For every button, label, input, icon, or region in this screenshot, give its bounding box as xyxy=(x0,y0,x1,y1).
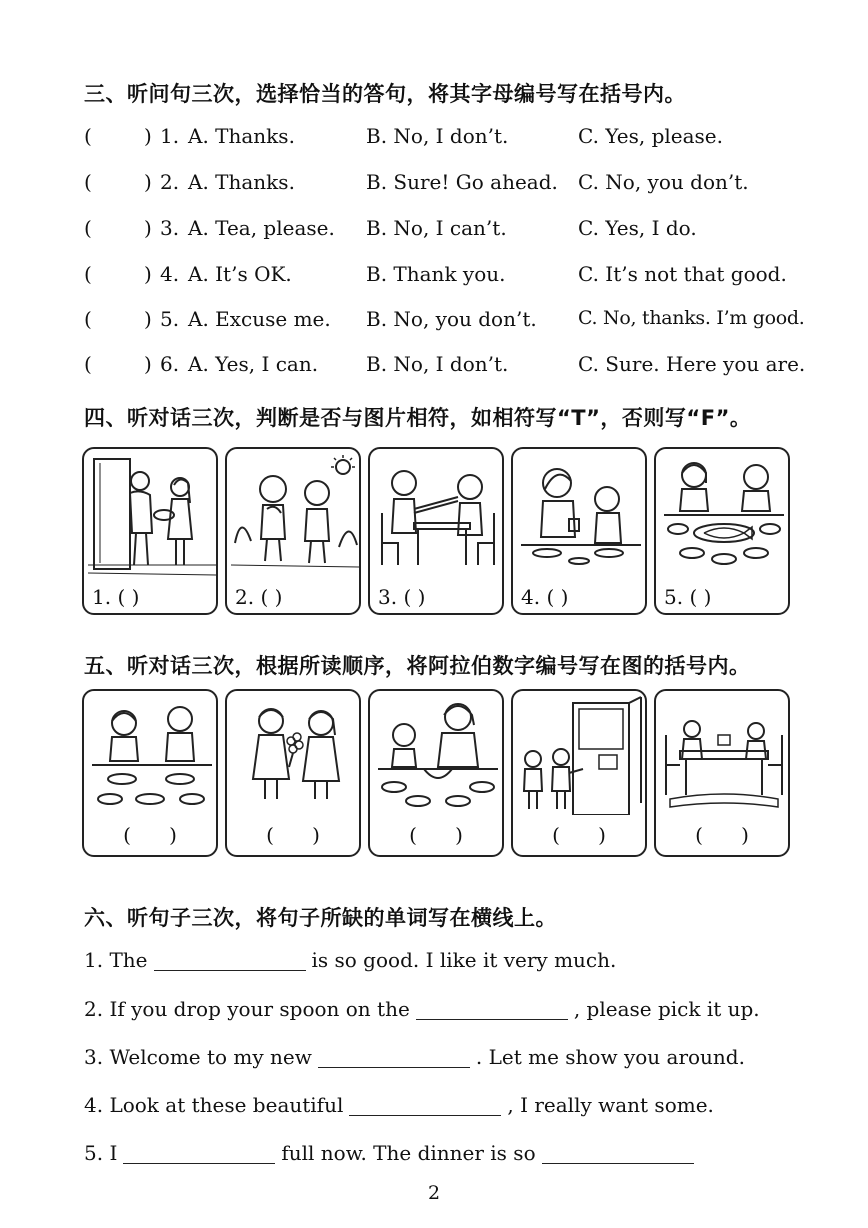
answer-label: ( ) xyxy=(552,823,606,847)
question-row-4 xyxy=(84,262,804,292)
section4-picture-strip xyxy=(82,447,792,617)
option-c: C. No, you don’t. xyxy=(578,170,749,194)
option-c: C. Yes, please. xyxy=(578,124,723,148)
question-row-2 xyxy=(84,170,804,200)
option-b: B. No, I don’t. xyxy=(366,124,509,148)
option-c: C. It’s not that good. xyxy=(578,262,787,286)
sentence-start: 2. If you drop your spoon on the xyxy=(84,997,410,1021)
answer-paren-close: ) xyxy=(144,216,152,240)
picture-panel-4 xyxy=(511,689,647,857)
sentence-start: 3. Welcome to my new xyxy=(84,1045,312,1069)
question-number: 5. xyxy=(160,307,180,331)
fill-in-sentence-4 xyxy=(84,1093,714,1117)
sentence-start: 1. The xyxy=(84,948,148,972)
picture-panel-2 xyxy=(225,689,361,857)
sentence-end: , please pick it up. xyxy=(573,997,760,1021)
dining-room-icon xyxy=(660,695,788,815)
sentence-start: 5. I xyxy=(84,1141,118,1165)
question-row-6 xyxy=(84,352,804,382)
option-a: A. Thanks. xyxy=(188,124,295,148)
option-c: C. No, thanks. I’m good. xyxy=(578,307,805,329)
mother-and-son-at-table-icon xyxy=(374,695,502,815)
page-number: 2 xyxy=(427,1182,441,1204)
kids-at-dinner-table-icon xyxy=(88,695,216,815)
answer-paren-open: ( xyxy=(84,307,92,331)
answer-label: ( ) xyxy=(123,823,177,847)
answer-paren-open: ( xyxy=(84,262,92,286)
answer-paren-close: ) xyxy=(144,307,152,331)
answer-label: ( ) xyxy=(409,823,463,847)
fill-in-sentence-1 xyxy=(84,948,616,972)
answer-blank[interactable] xyxy=(154,950,306,971)
section6-heading: 六、听句子三次，将句子所缺的单词写在横线上。 xyxy=(84,906,557,930)
answer-blank[interactable] xyxy=(416,999,568,1020)
question-row-5 xyxy=(84,307,804,337)
question-number: 1. xyxy=(160,124,180,148)
picture-panel-3 xyxy=(368,447,504,615)
boy-offering-chopsticks-icon xyxy=(374,453,502,579)
section4-heading: 四、听对话三次，判断是否与图片相符，如相符写“T”，否则写“F”。 xyxy=(84,406,752,430)
answer-blank[interactable] xyxy=(542,1143,694,1164)
fill-in-sentence-5 xyxy=(84,1141,700,1165)
kids-at-fish-dinner-icon xyxy=(660,453,788,579)
answer-paren-open: ( xyxy=(84,124,92,148)
question-row-3 xyxy=(84,216,804,246)
answer-paren-close: ) xyxy=(144,262,152,286)
option-a: A. Tea, please. xyxy=(188,216,335,240)
question-number: 3. xyxy=(160,216,180,240)
greeting-at-door-icon xyxy=(88,453,216,579)
picture-panel-1 xyxy=(82,689,218,857)
option-b: B. No, I can’t. xyxy=(366,216,507,240)
kids-drinking-at-table-icon xyxy=(517,453,645,579)
answer-paren-open: ( xyxy=(84,352,92,376)
picture-panel-1 xyxy=(82,447,218,615)
answer-label: 2. ( ) xyxy=(235,585,283,609)
option-a: A. It’s OK. xyxy=(188,262,292,286)
answer-paren-close: ) xyxy=(144,170,152,194)
answer-label: ( ) xyxy=(695,823,749,847)
sentence-end: is so good. I like it very much. xyxy=(311,948,617,972)
option-c: C. Sure. Here you are. xyxy=(578,352,806,376)
answer-blank[interactable] xyxy=(123,1143,275,1164)
answer-label: 3. ( ) xyxy=(378,585,426,609)
sentence-end: . Let me show you around. xyxy=(475,1045,745,1069)
option-a: A. Excuse me. xyxy=(188,307,331,331)
option-b: B. No, you don’t. xyxy=(366,307,537,331)
question-number: 2. xyxy=(160,170,180,194)
answer-paren-open: ( xyxy=(84,170,92,194)
fill-in-sentence-2 xyxy=(84,997,760,1021)
section3-heading: 三、听问句三次，选择恰当的答句，将其字母编号写在括号内。 xyxy=(84,82,686,106)
boys-at-doorway-icon xyxy=(517,695,645,815)
option-a: A. Yes, I can. xyxy=(188,352,319,376)
question-row-1 xyxy=(84,124,804,154)
sentence-end: full now. The dinner is so xyxy=(281,1141,536,1165)
answer-label: 1. ( ) xyxy=(92,585,140,609)
section5-picture-strip xyxy=(82,689,792,859)
answer-label: ( ) xyxy=(266,823,320,847)
question-number: 4. xyxy=(160,262,180,286)
option-b: B. No, I don’t. xyxy=(366,352,509,376)
two-kids-eating-outdoors-icon xyxy=(231,453,359,579)
answer-label: 5. ( ) xyxy=(664,585,712,609)
section5-heading: 五、听对话三次，根据所读顺序，将阿拉伯数字编号写在图的括号内。 xyxy=(84,654,751,678)
answer-label: 4. ( ) xyxy=(521,585,569,609)
picture-panel-3 xyxy=(368,689,504,857)
answer-blank[interactable] xyxy=(318,1047,470,1068)
option-b: B. Sure! Go ahead. xyxy=(366,170,558,194)
sentence-start: 4. Look at these beautiful xyxy=(84,1093,344,1117)
answer-paren-close: ) xyxy=(144,352,152,376)
fill-in-sentence-3 xyxy=(84,1045,745,1069)
picture-panel-2 xyxy=(225,447,361,615)
option-c: C. Yes, I do. xyxy=(578,216,697,240)
answer-paren-open: ( xyxy=(84,216,92,240)
option-b: B. Thank you. xyxy=(366,262,506,286)
picture-panel-5 xyxy=(654,689,790,857)
answer-paren-close: ) xyxy=(144,124,152,148)
sentence-end: , I really want some. xyxy=(507,1093,714,1117)
question-number: 6. xyxy=(160,352,180,376)
girl-giving-flowers-icon xyxy=(231,695,359,815)
answer-blank[interactable] xyxy=(349,1095,501,1116)
picture-panel-4 xyxy=(511,447,647,615)
picture-panel-5 xyxy=(654,447,790,615)
option-a: A. Thanks. xyxy=(188,170,295,194)
